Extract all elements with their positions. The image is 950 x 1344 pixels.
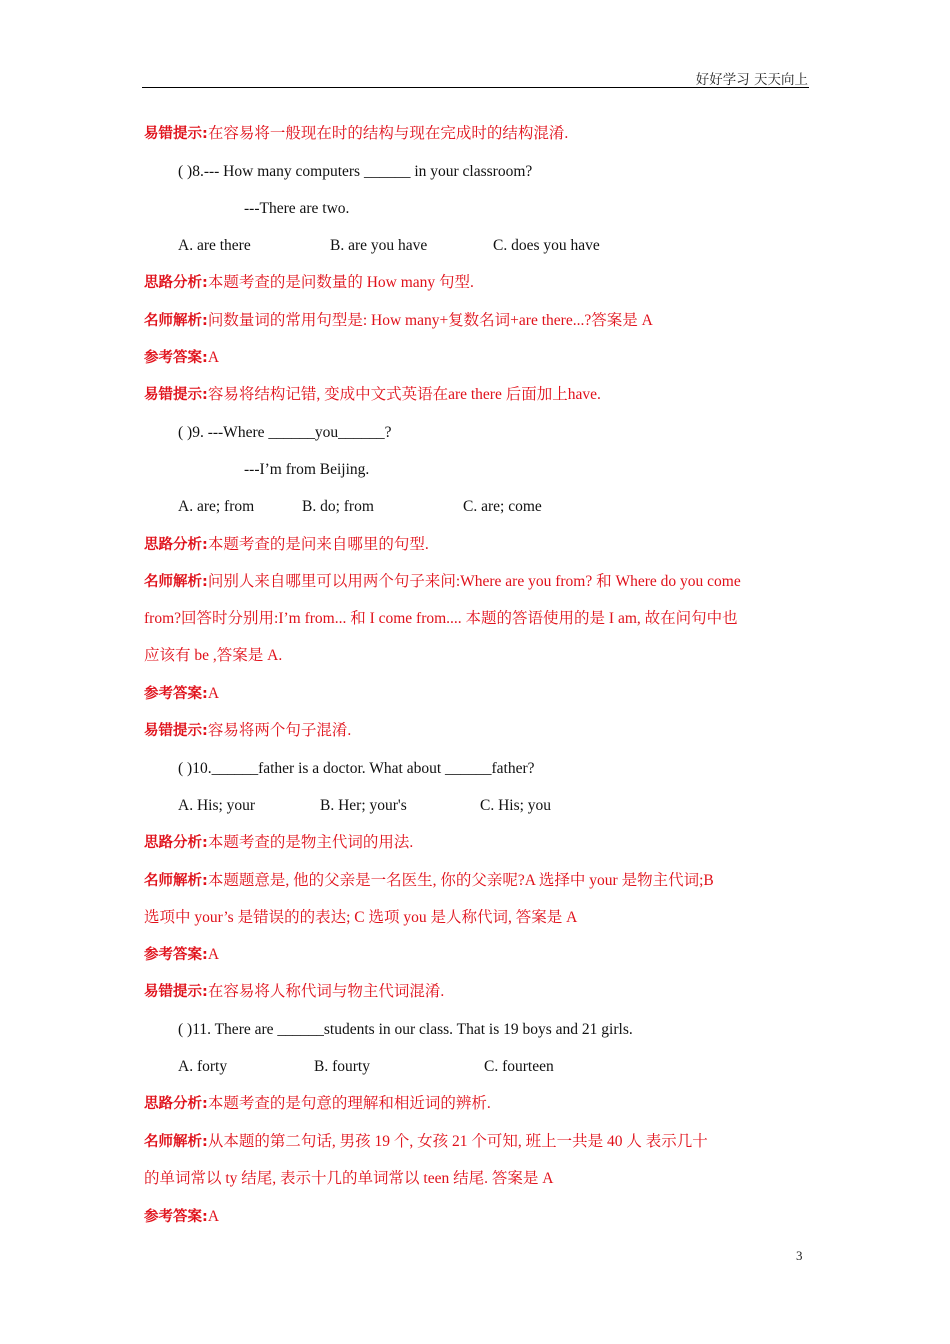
option-a: A. are there [178, 237, 251, 254]
question-11: ( )11. There are ______students in our class. That is 19 boys and 21 girls. [178, 1021, 633, 1038]
tip-line [144, 721, 351, 741]
tip-text: 在容易将人称代词与物主代词混淆. [207, 983, 445, 1000]
explain-continuation: 应该有 be ,答案是 A. [144, 647, 283, 664]
analysis-text: 本题考查的是问来自哪里的句型. [207, 536, 429, 553]
answer-text: A [207, 685, 220, 702]
tip-text: 在容易将一般现在时的结构与现在完成时的结构混淆. [207, 125, 569, 142]
analysis-label: 思路分析: [144, 1096, 208, 1112]
tip-label: 易错提示: [144, 387, 208, 403]
answer-label: 参考答案: [144, 947, 208, 963]
explain-label: 名师解析: [144, 313, 208, 329]
page-number: 3 [796, 1248, 803, 1263]
analysis-line [144, 535, 429, 555]
option-c: C. does you have [493, 237, 600, 254]
answer-line [144, 684, 219, 704]
explain-label: 名师解析: [144, 574, 208, 590]
analysis-line [144, 833, 413, 853]
analysis-label: 思路分析: [144, 537, 208, 553]
analysis-line [144, 1094, 491, 1114]
tip-line [144, 385, 601, 405]
tip-line [144, 124, 568, 144]
answer-label: 参考答案: [144, 1209, 208, 1225]
explain-text: 从本题的第二句话, 男孩 19 个, 女孩 21 个可知, 班上一共是 40 人 表示几十 [207, 1133, 708, 1150]
analysis-text: 本题考查的是问数量的 How many 句型. [207, 274, 474, 291]
explain-line [144, 1132, 708, 1152]
tip-line [144, 982, 444, 1002]
analysis-label: 思路分析: [144, 835, 208, 851]
tip-text: 容易将两个句子混淆. [207, 722, 352, 739]
answer-line [144, 348, 219, 368]
option-c: C. His; you [480, 797, 552, 814]
explain-label: 名师解析: [144, 873, 208, 889]
explain-line [144, 311, 653, 331]
explain-continuation: from?回答时分别用:I’m from... 和 I come from.... 本题的答语使用的是 I am, 故在问句中也 [144, 610, 738, 627]
answer-text: A [207, 349, 220, 366]
analysis-line [144, 273, 474, 293]
explain-text: 问别人来自哪里可以用两个句子来问:Where are you from? 和 Where do you come [207, 573, 741, 590]
explain-continuation: 选项中 your’s 是错误的的表达; C 选项 you 是人称代词, 答案是 A [144, 909, 578, 926]
answer-text: A [207, 1208, 220, 1225]
explain-line [144, 572, 741, 592]
tip-label: 易错提示: [144, 723, 208, 739]
question-9: ( )9. ---Where ______you______? [178, 424, 392, 441]
answer-label: 参考答案: [144, 350, 208, 366]
option-a: A. are; from [178, 498, 255, 515]
answer-line [144, 945, 219, 965]
option-b: B. Her; your's [320, 797, 407, 814]
explain-text: 问数量词的常用句型是: How many+复数名词+are there...?答案是 A [207, 312, 653, 329]
analysis-text: 本题考查的是物主代词的用法. [207, 834, 414, 851]
question-9-reply: ---I’m from Beijing. [244, 461, 370, 478]
option-a: A. forty [178, 1058, 228, 1075]
explain-line [144, 871, 714, 891]
header-rule [142, 87, 809, 88]
tip-text: 容易将结构记错, 变成中文式英语在are there 后面加上have. [207, 386, 601, 403]
explain-text: 本题题意是, 他的父亲是一名医生, 你的父亲呢?A 选择中 your 是物主代词;B [207, 872, 714, 889]
question-8-reply: ---There are two. [244, 200, 350, 217]
answer-text: A [207, 946, 220, 963]
answer-label: 参考答案: [144, 686, 208, 702]
question-10: ( )10.______father is a doctor. What about ______father? [178, 760, 535, 777]
page-header: 好好学习 天天向上 [695, 72, 808, 88]
answer-line [144, 1207, 219, 1227]
explain-label: 名师解析: [144, 1134, 208, 1150]
option-c: C. are; come [463, 498, 542, 515]
option-a: A. His; your [178, 797, 256, 814]
tip-label: 易错提示: [144, 126, 208, 142]
option-c: C. fourteen [484, 1058, 554, 1075]
option-b: B. do; from [302, 498, 374, 515]
analysis-text: 本题考查的是句意的理解和相近词的辨析. [207, 1095, 491, 1112]
question-8: ( )8.--- How many computers ______ in your classroom? [178, 163, 533, 180]
option-b: B. fourty [314, 1058, 370, 1075]
analysis-label: 思路分析: [144, 275, 208, 291]
option-b: B. are you have [330, 237, 428, 254]
explain-continuation: 的单词常以 ty 结尾, 表示十几的单词常以 teen 结尾. 答案是 A [144, 1170, 554, 1187]
tip-label: 易错提示: [144, 984, 208, 1000]
